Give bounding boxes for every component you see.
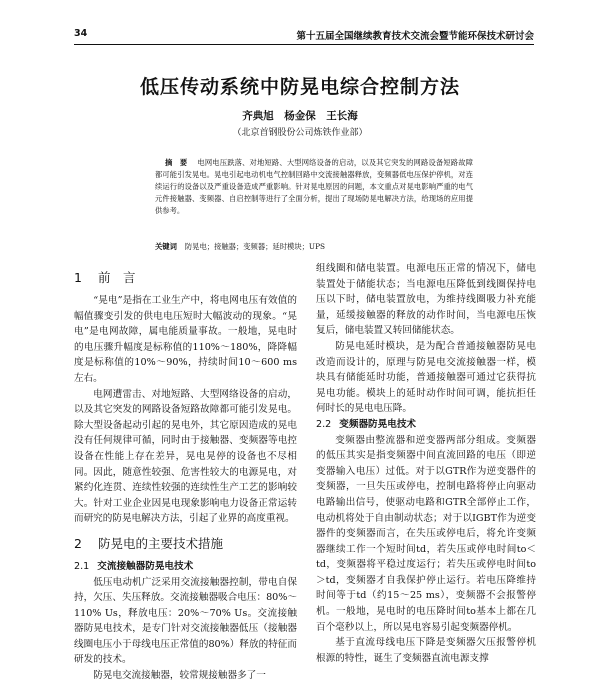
section-2-title: 防晃电的主要技术措施 <box>97 535 223 551</box>
page-number: 34 <box>74 28 88 39</box>
section-2-1-number: 2.1 <box>74 560 90 572</box>
section-1-heading <box>74 269 297 287</box>
paragraph: 基于直流母线电压下降是变频器欠压报警停机根源的特性，诞生了变频器直流电源支撑 <box>316 637 536 664</box>
section-1-title: 前 言 <box>97 270 136 285</box>
keywords-text: 防晃电；接触器；变频器；延时模块；UPS <box>184 242 325 251</box>
abstract-label: 摘 要 <box>165 158 188 167</box>
section-2-2-title: 变频器防晃电技术 <box>339 418 417 430</box>
paragraph: 电网遭雷击、对地短路、大型网络设备的启动，以及其它突发的网路设备短路故障都可能引发晃电。除大型设备起动引起的晃电外，其它原因造成的晃电没有任何规律可循，同时由于接触器、变频器等电控设备在性能上存在差异，晃电晃停的设备也不尽相同。因此，随意性较强、危害性较大的电源晃电，对紧约化连贯、连续性较强的连续性生产工艺的影响较大。针对工业企业因晃电现象影响电力设备正常运转而研究的防晃电解决方法，引起了业界的高度重视。 <box>74 388 297 525</box>
right-column <box>316 261 536 682</box>
journal-title: 第十五届全国继续教育技术交流会暨节能环保技术研讨会 <box>296 31 534 42</box>
abstract <box>155 157 473 217</box>
section-1-number: 1 <box>74 270 82 285</box>
paragraph: 防晃电延时模块，是为配合普通接触器防晃电改造而设计的，原理与防晃电交流接触器一样，模块具有储能延时功能，普通接触器可通过它获得抗晃电功能。模块上的延时动作时间可调，能抗拒任何时长的晃电电压降。 <box>316 340 536 415</box>
paper-title: 低压传动系统中防晃电综合控制方法 <box>139 76 460 98</box>
section-2-1-title: 交流接触器防晃电技术 <box>97 560 194 572</box>
section-2-2-heading <box>316 417 536 433</box>
section-2-2-number: 2.2 <box>316 418 332 430</box>
section-2-number: 2 <box>74 535 82 551</box>
running-head <box>74 28 534 45</box>
left-column <box>74 261 297 682</box>
abstract-text: 电网电压跌落、对地短路、大型网络设备的启动，以及其它突发的网路设备短路故障都可能引发晃电。晃电引起电动机电气控制回路中交流接触器释放，变频器低电压保护停机，对连续运行的设备以及严重设备造成严重影响。针对晃电原因的问题，本文重点对晃电影响严重的电气元件接触器、变频器、自启控制等进行了全面分析，提出了现场防晃电解决方法，给现场的应用提供参考。 <box>155 158 474 215</box>
paragraph: 低压电动机广泛采用交流接触器控制，带电自保持，欠压、失压释放。交流接触器吸合电压：80%～110% Us，释放电压：20%～70% Us。交流接触器防晃电技术，是专门针对交流接触器低压（接触器线圈电压小于母线电压正常值的80%）释放的特征而研发的技术。 <box>74 576 297 666</box>
authors: 齐典旭 杨金保 王长海 <box>242 110 358 122</box>
paragraph: 防晃电交流接触器，较常规接触器多了一 <box>93 670 266 682</box>
paragraph: “晃电”是指在工业生产中，将电网电压有效值的幅值骤变引发的供电电压短时大幅波动的现象。“晃电”是电网故障，属电能质量事故。一般地，晃电时的电压骤升幅度是标称值的110%～180%，降降幅度是标称值的10%～90%，持续时间10～600 ms左右。 <box>74 295 297 384</box>
keywords <box>155 241 473 253</box>
section-2-heading <box>74 535 297 553</box>
affiliation: （北京首钢股份公司炼铁作业部） <box>232 128 368 138</box>
keywords-label: 关键词 <box>155 242 177 251</box>
paragraph: 变频器由整流器和逆变器两部分组成。变频器的低压其实是指变频器中间直流回路的电压（即逆变器输入电压）过低。对于以GTR作为逆变器件的变频器，一旦失压或停电，控制电路将停止向驱动电路输出信号，使驱动电路和GTR全部停止工作，电动机将处于自由制动状态；对于以IGBT作为逆变器件的变频器而言，在失压或停电后，将允许变频器继续工作一个短时间td，若失压或停电时间to＜td，变频器将平稳过度运行；若失压或停电时间to＞td，变频器才自我保护停止运行。若电压降维持时间等于td（约15～25 ms），变频器不会报警停机。一般地，晃电时的电压降时间to基本上都在几百个毫秒以上，所以晃电容易引起变频器停机。 <box>316 434 536 633</box>
paragraph: 组线圈和储电装置。电源电压正常的情况下，储电装置处于储能状态；当电源电压降低到线圈保持电压以下时，储电装置放电，为维持线圈吸力补充能量，延缓接触器的释放的动作时间，当电源电压恢复后，储电装置又转回储能状态。 <box>316 263 536 337</box>
section-2-1-heading <box>74 559 297 575</box>
